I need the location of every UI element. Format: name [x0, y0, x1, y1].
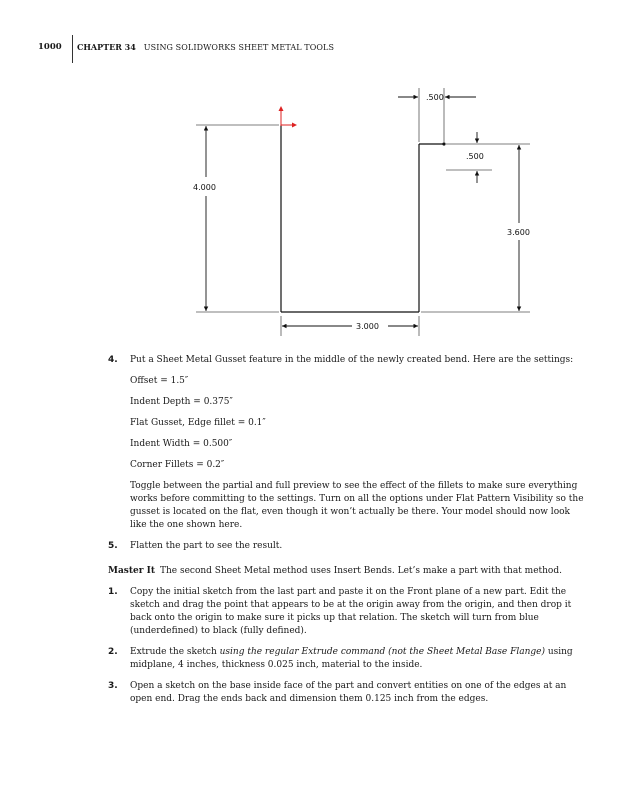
master-it-label: Master It [108, 566, 155, 576]
master-step-3-text: Open a sketch on the base inside face of the part and convert entities on one of the edges at an open end. Drag the ends back and dimension them 0.125 inch from the edges. [130, 681, 567, 704]
master-step-3 [108, 680, 588, 706]
sketch-drawing [0, 0, 636, 360]
setting-offset: Offset = 1.5″ [130, 376, 189, 386]
master-step-3-number: 3. [108, 681, 118, 691]
step-5 [108, 540, 588, 553]
dim-4000-label: 4.000 [193, 183, 216, 192]
dimension-3000 [282, 322, 418, 331]
dim-3600-label: 3.600 [507, 228, 530, 237]
dim-top-500-label: .500 [426, 93, 444, 102]
origin-icon [279, 106, 298, 128]
step-5-text: Flatten the part to see the result. [130, 541, 283, 551]
setting-indent-depth: Indent Depth = 0.375″ [130, 397, 233, 407]
setting-indent-width: Indent Width = 0.500″ [130, 439, 233, 449]
dimension-top-500 [398, 93, 476, 102]
step-4 [108, 354, 588, 532]
master-it [108, 565, 588, 578]
master-step-2-text [130, 646, 588, 672]
chapter-label: CHAPTER 34 [77, 42, 136, 52]
page-number: 1000 [38, 42, 62, 52]
dimension-side-500 [466, 132, 484, 183]
chapter-title: USING SOLIDWORKS SHEET METAL TOOLS [143, 42, 335, 52]
dim-3000-label: 3.000 [356, 322, 379, 331]
master-step-1-text: Copy the initial sketch from the last part and paste it on the Front plane of a new part. Edit the sketch and drag the point that appears to be at the origin away from the origin, and then drop it back onto the origin to make sure it picks up that relation. The sketch will turn from blue (underdefined) to black (fully defined). [130, 587, 572, 636]
step-4-number: 4. [108, 355, 118, 365]
sketch-point [442, 142, 445, 145]
dim-side-500-label: .500 [466, 152, 484, 161]
master-step-2-number: 2. [108, 647, 118, 657]
body-text [108, 354, 588, 706]
master-step-2-after: using midplane, 4 inches, thickness 0.025 inch, material to the inside. [130, 647, 573, 670]
master-step-2-italic: using the regular Extrude command (not the Sheet Metal Base Flange) [219, 647, 545, 657]
extension-lines [196, 88, 530, 336]
setting-flat-gusset: Flat Gusset, Edge fillet = 0.1″ [130, 418, 266, 428]
step-4-intro: Put a Sheet Metal Gusset feature in the middle of the newly created bend. Here are the settings: [130, 355, 574, 365]
master-step-2 [108, 646, 588, 672]
step-5-number: 5. [108, 541, 118, 551]
dimension-3600 [507, 145, 530, 311]
master-it-text: The second Sheet Metal method uses Insert Bends. Let’s make a part with that method. [160, 566, 562, 576]
master-step-1 [108, 586, 588, 638]
dimension-4000 [193, 126, 216, 311]
step-4-note: Toggle between the partial and full preview to see the effect of the fillets to make sure everything works before committing to the settings. Turn on all the options under Flat Pattern Visibility so the gusset is located on the flat, even though it won’t actually be there. Your model should now look like the one shown here. [130, 481, 584, 530]
setting-corner-fillets: Corner Fillets = 0.2″ [130, 460, 225, 470]
master-step-1-number: 1. [108, 587, 118, 597]
master-step-2-before: Extrude the sketch [130, 647, 220, 657]
sketch-profile [281, 125, 444, 312]
